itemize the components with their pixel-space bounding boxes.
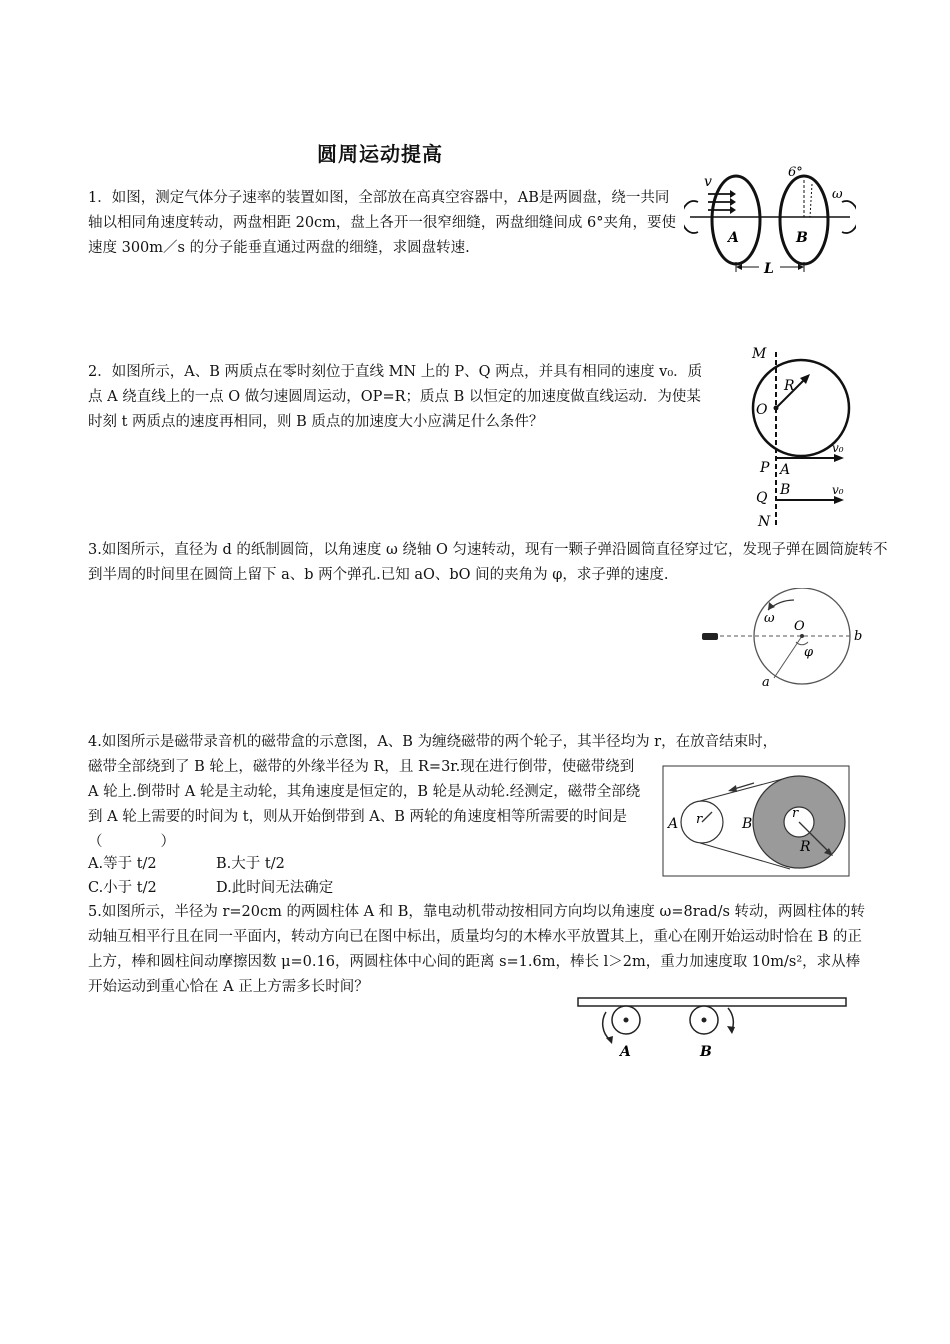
question-3: 3.如图所示，直径为 d 的纸制圆筒，以角速度 ω 绕轴 O 匀速转动，现有一颗子弹沿圆筒直径穿过它，发现子弹在圆筒旋转不到半周的时间里在圆筒上留下 a、b 两个弹孔.已知 aO、bO 间的夹角为 φ，求子弹的速度.	[88, 542, 888, 583]
fig1-label-b: B	[796, 230, 808, 246]
figure-2-circle	[748, 340, 860, 530]
figure-5-rod	[576, 996, 850, 1062]
fig3-label-b: b	[854, 629, 863, 644]
fig4-label-r-a: r	[696, 812, 703, 827]
option-a: A.等于 t/2	[88, 856, 157, 872]
fig1-label-angle: 6°	[788, 165, 803, 180]
fig5-label-b: B	[700, 1044, 712, 1060]
figure-4-cassette	[662, 765, 850, 877]
fig3-label-omega: ω	[764, 611, 775, 626]
fig4-label-b: B	[742, 816, 753, 832]
fig2-label-q: Q	[756, 490, 768, 506]
fig2-label-v0-b: v₀	[832, 483, 844, 497]
question-4-options	[88, 852, 388, 900]
fig2-label-a: A	[780, 462, 791, 478]
fig3-label-phi: φ	[804, 645, 814, 660]
figure-1-discs	[684, 162, 856, 282]
fig2-label-m: M	[752, 346, 767, 362]
fig4-label-big-r: R	[800, 839, 811, 855]
fig1-label-l: L	[764, 261, 774, 277]
fig2-label-r: R	[784, 378, 795, 394]
fig1-label-omega: ω	[832, 187, 843, 202]
option-d: D.此时间无法确定	[216, 880, 334, 896]
question-4-body: 磁带全部绕到了 B 轮上，磁带的外缘半径为 R，且 R=3r.现在进行倒带，使磁带绕到 A 轮上.倒带时 A 轮是主动轮，其角速度是恒定的，B 轮是从动轮.经测定，磁带全部绕到 A 轮上需要的时间为 t，则从开始倒带到 A、B 两轮的角速度相等所需要的时间是（ ）	[88, 759, 641, 850]
question-5: 5.如图所示，半径为 r=20cm 的两圆柱体 A 和 B，靠电动机带动按相同方向均以角速度 ω=8rad/s 转动，两圆柱体的转动轴互相平行且在同一平面内，转动方向已在图中标出，质量均匀的木棒水平放置其上，重心在刚开始运动时恰在 B 的正上方，棒和圆柱间动摩擦因数 μ=0.16，两圆柱体中心间的距离 s=1.6m，棒长 l＞2m，重力加速度取 10m/s²，求从棒开始运动到重心恰在 A 正上方需多长时间？	[88, 904, 866, 995]
fig3-label-a: a	[762, 675, 770, 690]
figure-3-cylinder	[696, 588, 868, 692]
question-4-line1: 4.如图所示是磁带录音机的磁带盒的示意图，A、B 为缠绕磁带的两个轮子，其半径均为 r，在放音结束时，	[88, 734, 778, 750]
fig1-label-v: v	[704, 174, 712, 190]
fig3-label-o: O	[794, 619, 805, 634]
fig2-label-v0-a: v₀	[832, 441, 844, 455]
fig4-label-a: A	[668, 816, 679, 832]
fig5-label-a: A	[620, 1044, 631, 1060]
fig2-label-p: P	[760, 460, 770, 476]
question-1: 1．如图，测定气体分子速率的装置如图，全部放在高真空容器中，AB是两圆盘，绕一共同轴以相同角速度转动，两盘相距 20cm，盘上各开一很窄细缝，两盘细缝间成 6°夹角，要使速度 300m／s 的分子能垂直通过两盘的细缝，求圆盘转速.	[88, 190, 677, 256]
question-2: 2．如图所示，A、B 两质点在零时刻位于直线 MN 上的 P、Q 两点，并具有相同的速度 v₀．质点 A 绕直线上的一点 O 做匀速圆周运动，OP=R；质点 B 以恒定的加速度做直线运动．为使某时刻 t 两质点的速度再相同，则 B 质点的加速度大小应满足什么条件？	[88, 364, 703, 430]
fig2-label-n: N	[758, 514, 771, 530]
option-b: B.大于 t/2	[216, 856, 285, 872]
fig4-label-r-b: r	[792, 806, 799, 821]
fig1-label-a: A	[728, 230, 739, 246]
fig2-label-o: O	[756, 402, 768, 418]
option-c: C.小于 t/2	[88, 880, 157, 896]
page-title: 圆周运动提高	[317, 142, 443, 166]
fig2-label-b: B	[780, 482, 791, 498]
